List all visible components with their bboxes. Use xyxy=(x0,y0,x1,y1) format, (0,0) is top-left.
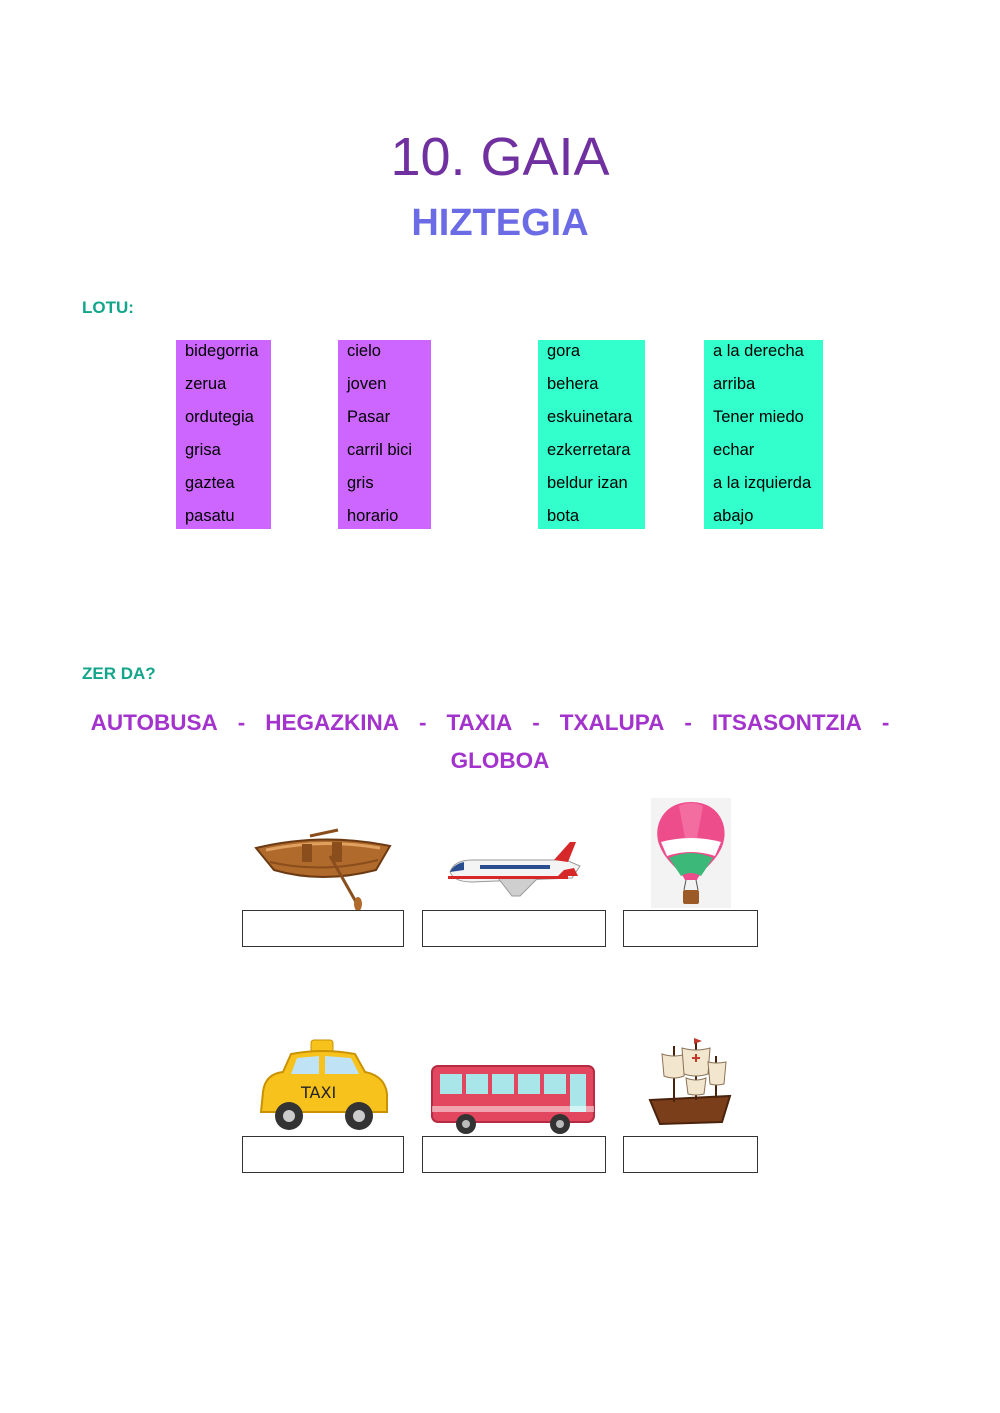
word-item: beldur izan xyxy=(547,474,628,492)
word-item: grisa xyxy=(185,441,221,459)
word-item: gaztea xyxy=(185,474,235,492)
sailing-ship-image xyxy=(644,1036,736,1134)
match-section-label: LOTU: xyxy=(82,298,134,317)
word-item: bota xyxy=(547,507,580,525)
option-word: AUTOBUSA xyxy=(90,710,218,735)
word-item: echar xyxy=(713,441,755,459)
taxi-image xyxy=(253,1038,393,1134)
word-item: joven xyxy=(347,375,387,393)
answer-box-airplane[interactable] xyxy=(422,910,606,947)
word-item: carril bici xyxy=(347,441,413,459)
word-item: a la derecha xyxy=(713,342,804,360)
word-item: zerua xyxy=(185,375,227,393)
option-separator: - xyxy=(532,710,540,735)
svg-text:TAXI: TAXI xyxy=(301,1083,337,1102)
option-word: ITSASONTZIA xyxy=(711,710,862,735)
word-column-4 xyxy=(704,340,823,529)
option-separator: - xyxy=(684,710,692,735)
answer-box-bus[interactable] xyxy=(422,1136,606,1173)
option-word: HEGAZKINA xyxy=(265,710,399,735)
option-separator: - xyxy=(418,710,427,735)
option-word: TAXIA xyxy=(446,710,513,735)
vocabulary-options xyxy=(80,704,920,780)
word-item: gora xyxy=(547,342,581,360)
answer-box-ship[interactable] xyxy=(623,1136,758,1173)
option-separator: - xyxy=(237,710,246,735)
word-item: gris xyxy=(347,474,374,492)
word-item: behera xyxy=(547,375,599,393)
answer-box-taxi[interactable] xyxy=(242,1136,404,1173)
page-subtitle: HIZTEGIA xyxy=(411,202,589,244)
airplane-image xyxy=(442,838,584,902)
word-item: arriba xyxy=(713,375,756,393)
answer-box-rowboat[interactable] xyxy=(242,910,404,947)
word-item: ordutegia xyxy=(185,408,254,426)
word-item: abajo xyxy=(713,507,754,525)
word-item: horario xyxy=(347,507,399,525)
word-item: Tener miedo xyxy=(713,408,804,426)
word-column-3 xyxy=(538,340,645,529)
option-word: TXALUPA xyxy=(559,710,665,735)
word-column-2 xyxy=(338,340,431,529)
word-item: Pasar xyxy=(347,408,391,426)
word-column-1 xyxy=(176,340,271,529)
rowboat-image xyxy=(252,826,394,910)
option-word: GLOBOA xyxy=(450,748,550,773)
word-item: pasatu xyxy=(185,507,235,525)
word-item: eskuinetara xyxy=(547,408,633,426)
option-separator: - xyxy=(881,710,890,735)
word-item: a la izquierda xyxy=(713,474,812,492)
answer-box-balloon[interactable] xyxy=(623,910,758,947)
bus-image xyxy=(430,1062,598,1136)
hot-air-balloon-image xyxy=(651,798,731,908)
identify-section-label: ZER DA? xyxy=(82,664,156,683)
word-item: bidegorria xyxy=(185,342,259,360)
page-title: 10. GAIA xyxy=(390,127,610,187)
word-item: cielo xyxy=(347,342,381,360)
word-item: ezkerretara xyxy=(547,441,631,459)
